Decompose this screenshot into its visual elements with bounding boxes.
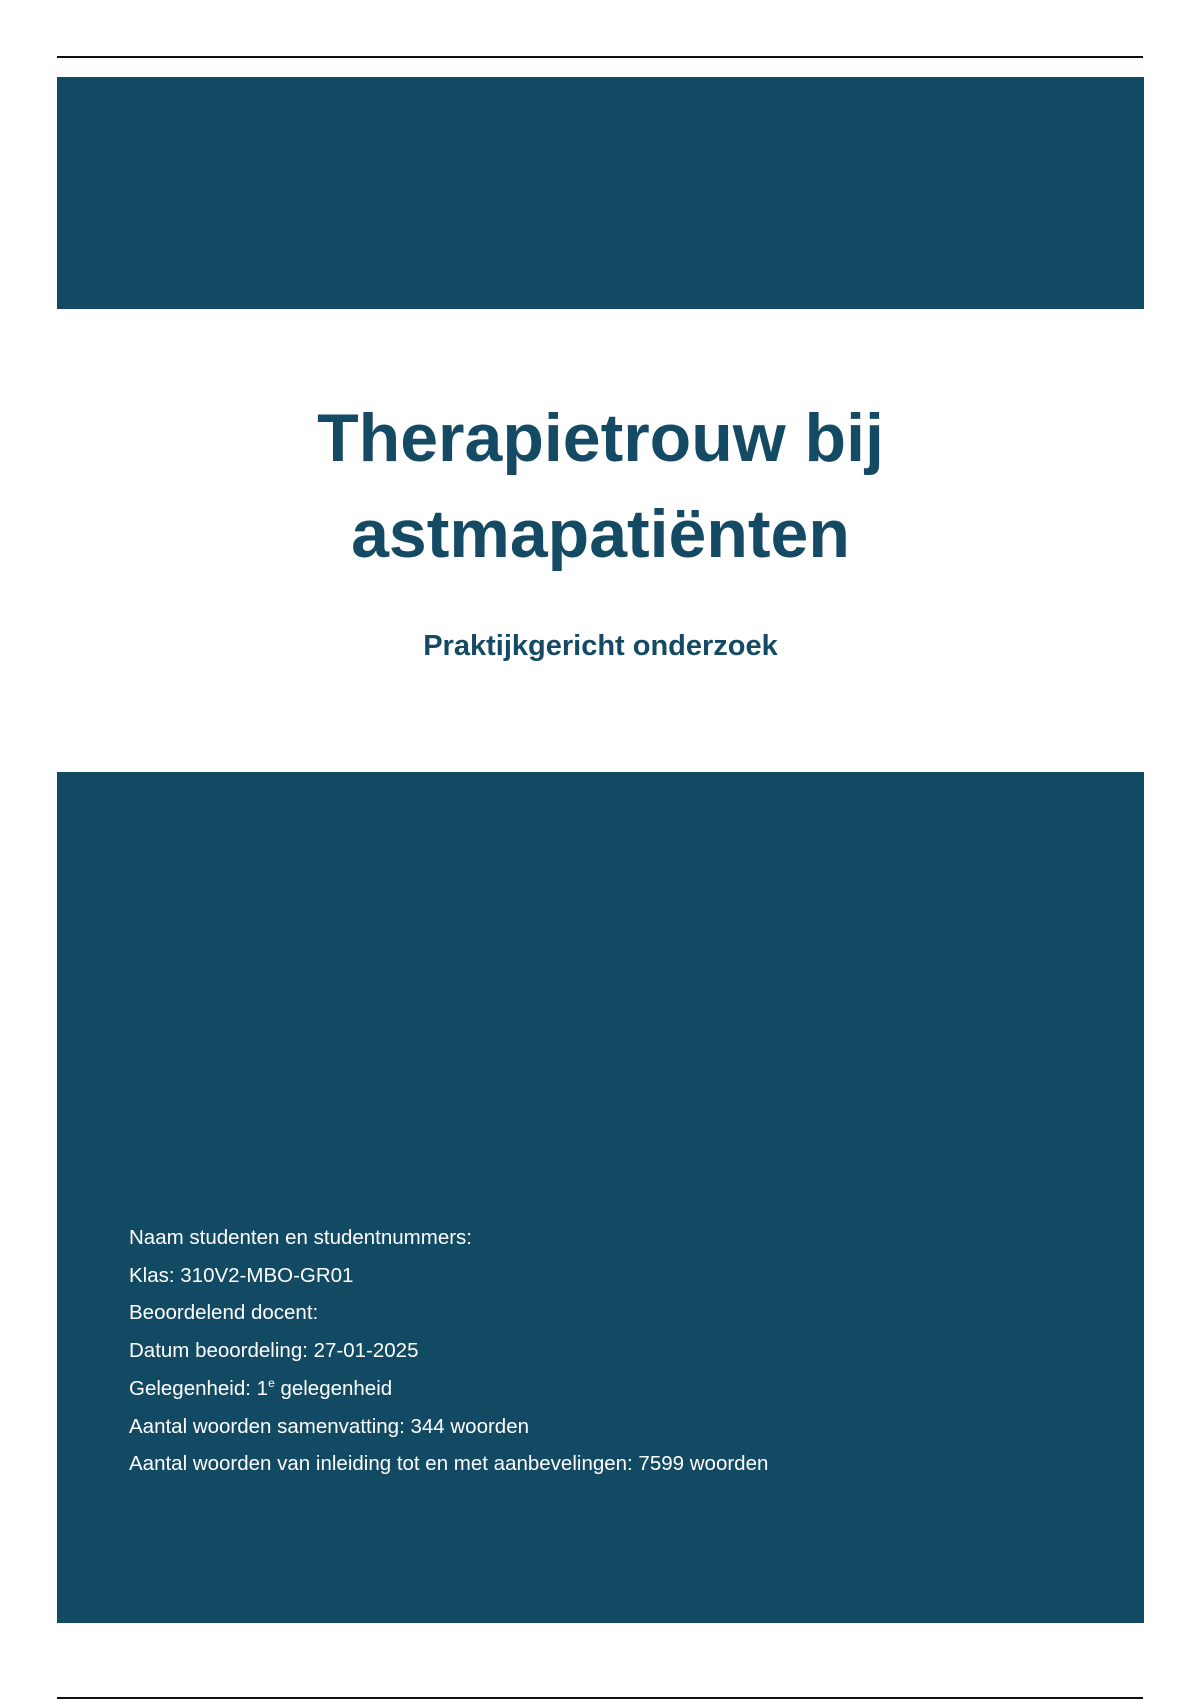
title-line-2: astmapatiënten bbox=[351, 496, 850, 572]
document-subtitle: Praktijkgericht onderzoek bbox=[423, 630, 778, 662]
info-woorden-samenvatting: Aantal woorden samenvatting: 344 woorden bbox=[129, 1414, 530, 1438]
info-gelegenheid bbox=[129, 1370, 768, 1408]
gelegenheid-superscript: e bbox=[268, 1375, 275, 1390]
gelegenheid-prefix: Gelegenheid: 1 bbox=[129, 1376, 269, 1400]
info-datum: Datum beoordeling: 27-01-2025 bbox=[129, 1339, 419, 1363]
bottom-divider bbox=[57, 1697, 1143, 1699]
info-docent: Beoordelend docent: bbox=[129, 1301, 319, 1325]
document-info-list bbox=[129, 1219, 768, 1483]
top-divider bbox=[57, 56, 1143, 58]
info-students: Naam studenten en studentnummers: bbox=[129, 1226, 472, 1249]
title-line-1: Therapietrouw bij bbox=[317, 400, 884, 476]
info-color-band bbox=[57, 772, 1144, 1623]
header-color-band bbox=[57, 77, 1144, 309]
info-klas: Klas: 310V2-MBO-GR01 bbox=[129, 1263, 354, 1287]
gelegenheid-suffix: gelegenheid bbox=[274, 1376, 393, 1400]
info-woorden-inleiding: Aantal woorden van inleiding tot en met aanbevelingen: 7599 woorden bbox=[129, 1452, 769, 1476]
document-title bbox=[57, 390, 1144, 582]
